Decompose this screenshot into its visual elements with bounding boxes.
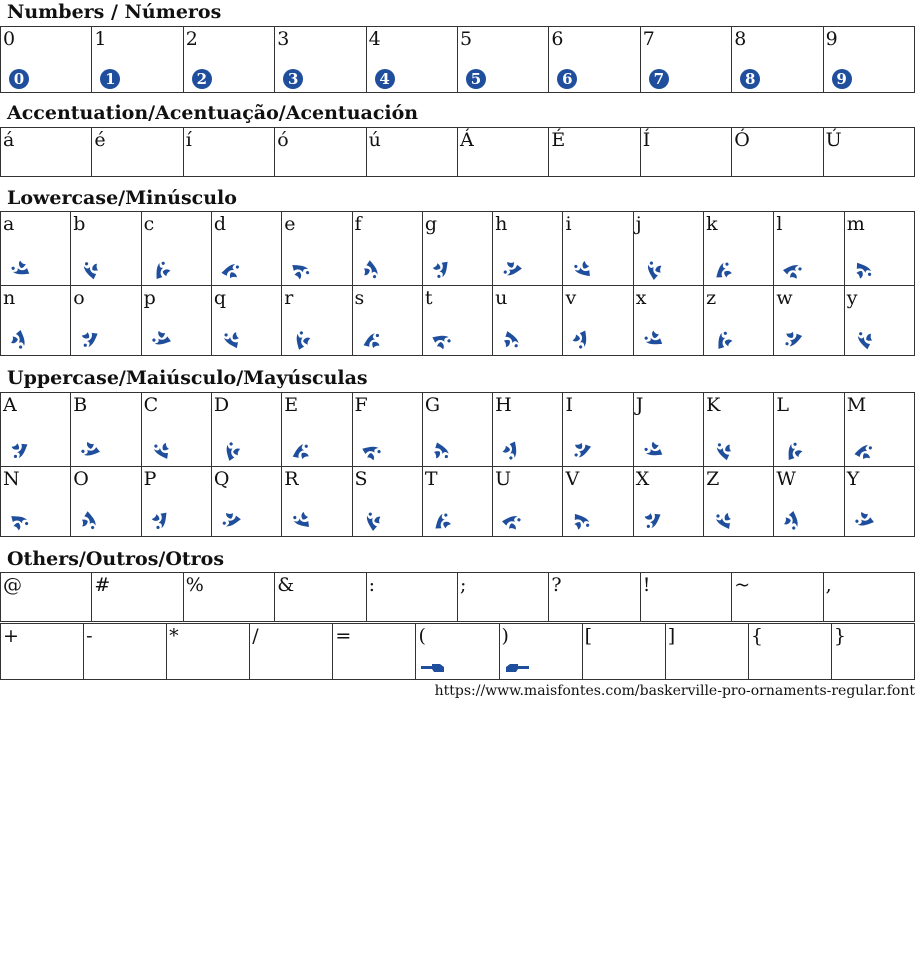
- glyph-cell: [634, 212, 704, 286]
- glyph-cell: [634, 467, 704, 537]
- glyph-cell: [458, 128, 549, 177]
- glyph-key-label: ú: [368, 129, 381, 151]
- glyph-cell: [367, 128, 458, 177]
- floral-ornament-icon: [501, 510, 523, 532]
- glyph-key-label: n: [3, 287, 16, 309]
- floral-ornament-icon: [431, 510, 453, 532]
- glyph-cell: [774, 212, 844, 286]
- glyph-key-label: G: [424, 394, 441, 416]
- floral-ornament-icon: [9, 259, 31, 281]
- glyph-cell: [641, 573, 732, 622]
- glyph-cell: [1, 27, 92, 93]
- glyph-key-label: Ú: [825, 129, 842, 151]
- glyph-cell: [142, 393, 212, 467]
- pointing-hand-left-icon: [420, 662, 446, 674]
- section-title-uppercase: Uppercase/Maiúsculo/Mayúsculas: [7, 367, 368, 389]
- floral-ornament-icon: [290, 440, 312, 462]
- floral-ornament-icon: [571, 329, 593, 351]
- glyph-cell: [167, 624, 250, 680]
- glyph-key-label: B: [73, 394, 88, 416]
- glyph-cell: [184, 128, 275, 177]
- floral-ornament-icon: [642, 329, 664, 351]
- glyph-cell: [282, 286, 352, 356]
- glyph-key-label: :: [368, 574, 375, 596]
- glyph-key-label: W: [776, 468, 796, 490]
- floral-ornament-icon: [150, 440, 172, 462]
- numbers-grid: [0, 26, 915, 93]
- glyph-key-label: A: [3, 394, 17, 416]
- glyph-key-label: K: [706, 394, 721, 416]
- glyph-cell: [353, 393, 423, 467]
- glyph-key-label: á: [3, 129, 15, 151]
- circled-number-icon: 1: [100, 69, 120, 89]
- glyph-key-label: í: [185, 129, 192, 151]
- floral-ornament-icon: [79, 259, 101, 281]
- floral-ornament-icon: [220, 510, 242, 532]
- glyph-cell: [732, 128, 823, 177]
- others-grid-row1: [0, 572, 915, 622]
- glyph-cell: [367, 573, 458, 622]
- glyph-key-label: 8: [734, 28, 747, 50]
- floral-ornament-icon: [853, 440, 875, 462]
- glyph-key-label: z: [706, 287, 717, 309]
- glyph-cell: [1, 212, 71, 286]
- glyph-cell: [824, 27, 915, 93]
- floral-ornament-icon: [290, 510, 312, 532]
- glyph-key-label: ó: [277, 129, 289, 151]
- glyph-cell: [583, 624, 666, 680]
- glyph-key-label: c: [143, 213, 155, 235]
- glyph-cell: [549, 128, 640, 177]
- glyph-cell: [500, 624, 583, 680]
- uppercase-grid: [0, 392, 915, 537]
- glyph-cell: [563, 286, 633, 356]
- floral-ornament-icon: [220, 440, 242, 462]
- glyph-key-label: ]: [667, 625, 676, 647]
- glyph-key-label: É: [551, 129, 566, 151]
- glyph-key-label: T: [424, 468, 438, 490]
- glyph-cell: [282, 467, 352, 537]
- floral-ornament-icon: [712, 510, 734, 532]
- glyph-key-label: J: [635, 394, 644, 416]
- section-title-accents: Accentuation/Acentuação/Acentuación: [7, 102, 419, 124]
- floral-ornament-icon: [290, 259, 312, 281]
- glyph-key-label: Z: [706, 468, 720, 490]
- glyph-cell: [1, 128, 92, 177]
- glyph-key-label: w: [776, 287, 793, 309]
- glyph-key-label: f: [354, 213, 362, 235]
- glyph-cell: [423, 393, 493, 467]
- glyph-cell: [250, 624, 333, 680]
- pointing-hand-right-icon: [504, 662, 530, 674]
- glyph-cell: [92, 128, 183, 177]
- glyph-cell: [92, 27, 183, 93]
- glyph-cell: [71, 212, 141, 286]
- glyph-key-label: @: [3, 574, 22, 596]
- glyph-cell: [212, 393, 282, 467]
- glyph-key-label: 5: [460, 28, 473, 50]
- glyph-key-label: M: [846, 394, 867, 416]
- glyph-cell: [704, 393, 774, 467]
- circled-number-icon: 4: [375, 69, 395, 89]
- glyph-key-label: +: [3, 625, 19, 647]
- glyph-cell: [493, 286, 563, 356]
- glyph-cell: [563, 393, 633, 467]
- floral-ornament-icon: [853, 259, 875, 281]
- glyph-key-label: ,: [825, 574, 832, 596]
- glyph-cell: [184, 27, 275, 93]
- glyph-cell: [71, 467, 141, 537]
- glyph-cell: [666, 624, 749, 680]
- glyph-key-label: P: [143, 468, 157, 490]
- floral-ornament-icon: [79, 440, 101, 462]
- glyph-key-label: L: [776, 394, 789, 416]
- floral-ornament-icon: [853, 510, 875, 532]
- glyph-cell: [71, 393, 141, 467]
- glyph-cell: [282, 393, 352, 467]
- circled-number-icon: 5: [466, 69, 486, 89]
- glyph-cell: [549, 27, 640, 93]
- floral-ornament-icon: [642, 440, 664, 462]
- glyph-key-label: ;: [460, 574, 467, 596]
- glyph-cell: [353, 212, 423, 286]
- glyph-key-label: i: [565, 213, 572, 235]
- glyph-cell: [563, 467, 633, 537]
- circled-number-icon: 8: [740, 69, 760, 89]
- glyph-key-label: v: [565, 287, 577, 309]
- glyph-cell: [824, 128, 915, 177]
- glyph-key-label: H: [495, 394, 512, 416]
- glyph-key-label: a: [3, 213, 15, 235]
- glyph-key-label: F: [354, 394, 368, 416]
- glyph-key-label: 4: [368, 28, 381, 50]
- glyph-cell: [423, 212, 493, 286]
- floral-ornament-icon: [571, 259, 593, 281]
- glyph-cell: [184, 573, 275, 622]
- floral-ornament-icon: [79, 329, 101, 351]
- glyph-key-label: 0: [3, 28, 16, 50]
- glyph-key-label: N: [3, 468, 20, 490]
- floral-ornament-icon: [712, 259, 734, 281]
- glyph-key-label: y: [846, 287, 858, 309]
- glyph-key-label: ~: [734, 574, 751, 596]
- floral-ornament-icon: [501, 440, 523, 462]
- glyph-key-label: Y: [846, 468, 860, 490]
- floral-ornament-icon: [79, 510, 101, 532]
- circled-number-icon: 3: [283, 69, 303, 89]
- glyph-key-label: ): [501, 625, 509, 647]
- glyph-key-label: b: [73, 213, 86, 235]
- others-grid-row2: [0, 623, 915, 680]
- glyph-key-label: t: [424, 287, 433, 309]
- glyph-cell: [845, 393, 915, 467]
- glyph-key-label: m: [846, 213, 865, 235]
- glyph-cell: [704, 467, 774, 537]
- glyph-cell: [458, 27, 549, 93]
- glyph-key-label: Í: [642, 129, 651, 151]
- glyph-cell: [353, 467, 423, 537]
- floral-ornament-icon: [361, 259, 383, 281]
- floral-ornament-icon: [782, 329, 804, 351]
- glyph-cell: [634, 286, 704, 356]
- glyph-cell: [212, 286, 282, 356]
- floral-ornament-icon: [712, 329, 734, 351]
- glyph-cell: [1, 393, 71, 467]
- lowercase-grid: [0, 211, 915, 356]
- glyph-key-label: 6: [551, 28, 564, 50]
- glyph-key-label: l: [776, 213, 783, 235]
- glyph-cell: [1, 467, 71, 537]
- glyph-key-label: Ó: [734, 129, 750, 151]
- glyph-key-label: I: [565, 394, 573, 416]
- glyph-key-label: g: [424, 213, 438, 235]
- floral-ornament-icon: [361, 329, 383, 351]
- floral-ornament-icon: [220, 259, 242, 281]
- glyph-cell: [275, 573, 366, 622]
- glyph-key-label: C: [143, 394, 159, 416]
- glyph-cell: [423, 467, 493, 537]
- floral-ornament-icon: [431, 259, 453, 281]
- glyph-cell: [458, 573, 549, 622]
- floral-ornament-icon: [431, 329, 453, 351]
- source-url[interactable]: https://www.maisfontes.com/baskerville-pro-ornaments-regular.font: [434, 683, 915, 699]
- glyph-cell: [353, 286, 423, 356]
- glyph-cell: [641, 27, 732, 93]
- glyph-cell: [493, 467, 563, 537]
- glyph-key-label: 9: [825, 28, 838, 50]
- floral-ornament-icon: [220, 329, 242, 351]
- glyph-key-label: k: [706, 213, 718, 235]
- glyph-cell: [92, 573, 183, 622]
- glyph-key-label: Á: [460, 129, 474, 151]
- glyph-key-label: 3: [277, 28, 290, 50]
- glyph-cell: [832, 624, 915, 680]
- glyph-key-label: D: [213, 394, 230, 416]
- floral-ornament-icon: [712, 440, 734, 462]
- glyph-cell: [1, 624, 84, 680]
- glyph-key-label: R: [284, 468, 299, 490]
- glyph-key-label: }: [833, 625, 846, 647]
- floral-ornament-icon: [361, 440, 383, 462]
- glyph-key-label: ?: [551, 574, 562, 596]
- glyph-key-label: %: [185, 574, 204, 596]
- glyph-cell: [212, 212, 282, 286]
- glyph-cell: [1, 573, 92, 622]
- accents-grid: [0, 127, 915, 177]
- floral-ornament-icon: [9, 440, 31, 462]
- section-title-numbers: Numbers / Números: [7, 1, 222, 23]
- glyph-key-label: S: [354, 468, 368, 490]
- glyph-key-label: 1: [94, 28, 107, 50]
- glyph-key-label: u: [495, 287, 508, 309]
- glyph-cell: [275, 128, 366, 177]
- glyph-cell: [774, 467, 844, 537]
- glyph-cell: [1, 286, 71, 356]
- floral-ornament-icon: [290, 329, 312, 351]
- circled-number-icon: 0: [9, 69, 29, 89]
- glyph-key-label: &: [277, 574, 295, 596]
- glyph-cell: [732, 27, 823, 93]
- glyph-key-label: #: [94, 574, 111, 596]
- glyph-cell: [732, 573, 823, 622]
- floral-ornament-icon: [431, 440, 453, 462]
- glyph-cell: [71, 286, 141, 356]
- glyph-key-label: !: [642, 574, 651, 596]
- circled-number-icon: 7: [649, 69, 669, 89]
- floral-ornament-icon: [642, 510, 664, 532]
- glyph-key-label: 7: [642, 28, 655, 50]
- floral-ornament-icon: [571, 440, 593, 462]
- floral-ornament-icon: [642, 259, 664, 281]
- glyph-cell: [493, 212, 563, 286]
- floral-ornament-icon: [9, 510, 31, 532]
- glyph-cell: [84, 624, 167, 680]
- glyph-cell: [423, 286, 493, 356]
- floral-ornament-icon: [501, 259, 523, 281]
- glyph-cell: [333, 624, 416, 680]
- glyph-cell: [749, 624, 832, 680]
- glyph-cell: [142, 467, 212, 537]
- floral-ornament-icon: [361, 510, 383, 532]
- glyph-cell: [563, 212, 633, 286]
- floral-ornament-icon: [782, 510, 804, 532]
- glyph-cell: [774, 286, 844, 356]
- glyph-cell: [774, 393, 844, 467]
- glyph-key-label: V: [565, 468, 580, 490]
- glyph-cell: [845, 286, 915, 356]
- glyph-key-label: e: [284, 213, 296, 235]
- floral-ornament-icon: [853, 329, 875, 351]
- glyph-key-label: s: [354, 287, 365, 309]
- floral-ornament-icon: [150, 329, 172, 351]
- glyph-cell: [845, 467, 915, 537]
- floral-ornament-icon: [501, 329, 523, 351]
- glyph-key-label: -: [86, 625, 93, 647]
- glyph-cell: [416, 624, 499, 680]
- glyph-key-label: h: [495, 213, 508, 235]
- glyph-key-label: E: [284, 394, 299, 416]
- glyph-key-label: 2: [185, 28, 198, 50]
- glyph-cell: [367, 27, 458, 93]
- glyph-cell: [824, 573, 915, 622]
- glyph-key-label: Q: [213, 468, 230, 490]
- floral-ornament-icon: [782, 440, 804, 462]
- glyph-key-label: U: [495, 468, 512, 490]
- glyph-cell: [493, 393, 563, 467]
- floral-ornament-icon: [150, 259, 172, 281]
- glyph-key-label: x: [635, 287, 647, 309]
- glyph-cell: [275, 27, 366, 93]
- glyph-key-label: p: [143, 287, 156, 309]
- glyph-cell: [282, 212, 352, 286]
- glyph-key-label: =: [335, 625, 352, 647]
- glyph-key-label: *: [169, 625, 179, 647]
- glyph-key-label: q: [213, 287, 227, 309]
- glyph-key-label: (: [418, 625, 426, 647]
- glyph-cell: [634, 393, 704, 467]
- section-title-others: Others/Outros/Otros: [7, 548, 225, 570]
- glyph-key-label: X: [635, 468, 650, 490]
- glyph-cell: [845, 212, 915, 286]
- circled-number-icon: 9: [832, 69, 852, 89]
- glyph-key-label: O: [73, 468, 89, 490]
- floral-ornament-icon: [150, 510, 172, 532]
- floral-ornament-icon: [782, 259, 804, 281]
- glyph-cell: [704, 212, 774, 286]
- glyph-key-label: d: [213, 213, 227, 235]
- circled-number-icon: 6: [557, 69, 577, 89]
- glyph-cell: [212, 467, 282, 537]
- floral-ornament-icon: [9, 329, 31, 351]
- glyph-cell: [549, 573, 640, 622]
- glyph-key-label: é: [94, 129, 106, 151]
- glyph-cell: [142, 212, 212, 286]
- glyph-cell: [704, 286, 774, 356]
- glyph-key-label: [: [584, 625, 593, 647]
- circled-number-icon: 2: [192, 69, 212, 89]
- glyph-key-label: /: [252, 625, 259, 647]
- glyph-cell: [142, 286, 212, 356]
- glyph-key-label: r: [284, 287, 294, 309]
- glyph-key-label: o: [73, 287, 85, 309]
- glyph-key-label: j: [635, 213, 642, 235]
- section-title-lowercase: Lowercase/Minúsculo: [7, 187, 237, 209]
- glyph-key-label: {: [750, 625, 763, 647]
- glyph-cell: [641, 128, 732, 177]
- floral-ornament-icon: [571, 510, 593, 532]
